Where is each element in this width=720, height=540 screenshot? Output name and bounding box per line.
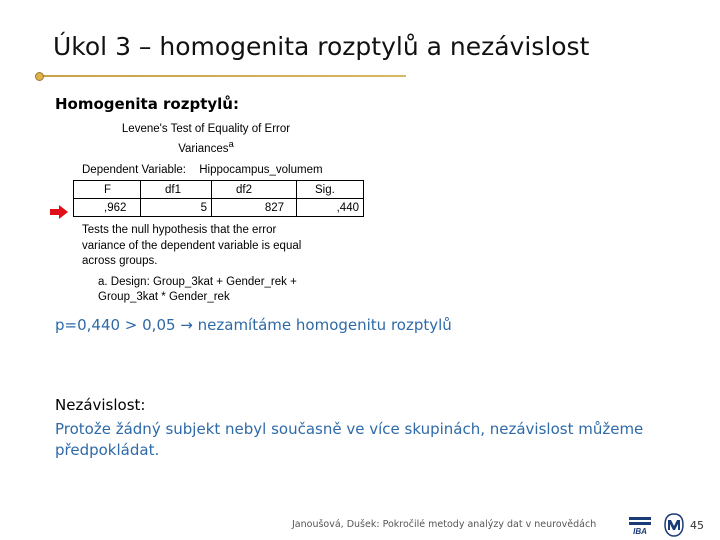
levene-table-title [106, 122, 306, 157]
levene-note: Tests the null hypothesis that the error variance of the dependent variable is equal across groups. [82, 224, 302, 267]
spss-levene-output [70, 120, 370, 310]
header-f: F [74, 181, 141, 199]
page-number: 45 [690, 519, 704, 532]
levene-footnote: a. Design: Group_3kat + Gender_rek + Group_3kat * Gender_rek [98, 276, 297, 303]
iba-logo-icon [627, 515, 653, 535]
value-df1: 5 [141, 199, 212, 217]
independence-heading: Nezávislost: [55, 396, 146, 414]
iba-logo-text: IBA [633, 527, 647, 535]
levene-value-row [74, 199, 364, 217]
red-arrow-icon [49, 205, 69, 219]
header-df2: df2 [212, 181, 297, 199]
header-sig: Sig. [297, 181, 364, 199]
levene-title-text: Levene's Test of Equality of Error Variances [121, 123, 291, 155]
value-df2: 827 [212, 199, 297, 217]
dependent-variable-value: Hippocampus_volumem [199, 164, 323, 176]
title-underline [40, 75, 406, 77]
levene-table [73, 180, 364, 217]
title-bullet-dot [35, 72, 44, 81]
dependent-variable-label: Dependent Variable: [82, 164, 186, 176]
homogenity-result: p=0,440 > 0,05 → nezamítáme homogenitu rozptylů [55, 316, 452, 334]
value-f: ,962 [74, 199, 141, 217]
header-df1: df1 [141, 181, 212, 199]
masaryk-university-logo-icon [663, 513, 685, 537]
independence-text: Protože žádný subjekt nebyl současně ve více skupinách, nezávislost můžeme předpokládat. [55, 420, 644, 459]
levene-header-row [74, 181, 364, 199]
levene-title-superscript: a [228, 139, 234, 150]
homogenity-heading: Homogenita rozptylů: [55, 95, 239, 113]
slide-title: Úkol 3 – homogenita rozptylů a nezávislost [53, 32, 590, 61]
dependent-variable-line [82, 164, 323, 176]
footer-authors: Janoušová, Dušek: Pokročilé metody analýzy dat v neurovědách [292, 519, 597, 530]
value-sig: ,440 [297, 199, 364, 217]
